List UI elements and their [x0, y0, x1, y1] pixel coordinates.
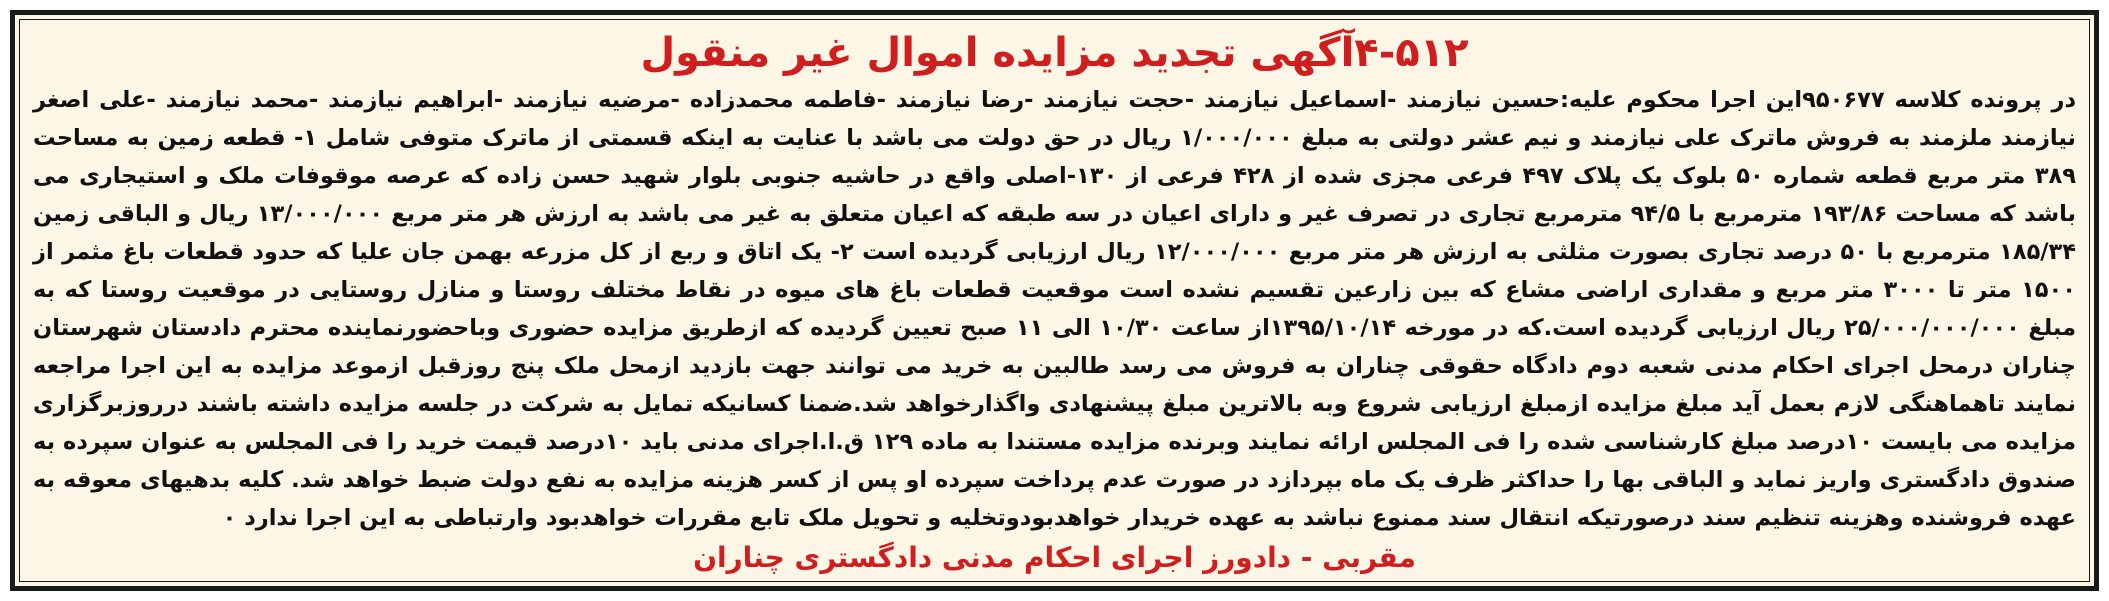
notice-title: ۴-۵۱۲آگهی تجدید مزایده اموال غیر منقول: [640, 30, 1469, 76]
notice-signature: مقربی - دادورز اجرای احکام مدنی دادگستری چناران: [693, 541, 1416, 574]
auction-notice: [10, 10, 2099, 591]
notice-body: در پرونده کلاسه ۹۵۰۶۷۷این اجرا محکوم علیه:حسین نیازمند -اسماعیل نیازمند -حجت نیازمند -رضا نیازمند -فاطمه محمدزاده -مرضیه نیازمند -ابراهیم نیازمند -محمد نیازمند -علی اصغر نیازمند ملزمند به فروش ماترک علی نیازمند و نیم عشر دولتی به مبلغ ۱/۰۰۰/۰۰۰ ریال در حق دولت می باشد با عنایت به اینکه قسمتی از ماترک متوفی شامل ۱- قطعه زمین به مساحت ۳۸۹ متر مربع قطعه شماره ۵۰ بلوک یک پلاک ۴۹۷ فرعی مجزی شده از ۴۲۸ فرعی از ۱۳۰-اصلی واقع در حاشیه جنوبی بلوار شهید حسن زاده که عرصه موقوفات ملک و استیجاری می باشد که مساحت ۱۹۳/۸۶ مترمربع با ۹۴/۵ مترمربع تجاری در تصرف غیر و دارای اعیان در سه طبقه که اعیان متعلق به غیر می باشد به ارزش هر متر مربع ۱۳/۰۰۰/۰۰۰ ریال و الباقی زمین ۱۸۵/۳۴ مترمربع با ۵۰ درصد تجاری بصورت مثلثی به ارزش هر متر مربع ۱۲/۰۰۰/۰۰۰ ریال ارزیابی گردیده است ۲- یک اتاق و ربع از کل مزرعه بهمن جان علیا که حدود قطعات باغ مثمر از ۱۵۰۰ متر تا ۳۰۰۰ متر مربع و مقداری اراضی مشاع که بین زارعین تقسیم نشده است موقعیت قطعات باغ های میوه در نقاط مختلف روستا و منازل روستایی در موقعیت روستا که به مبلغ ۲۵/۰۰۰/۰۰۰/۰۰۰ ریال ارزیابی گردیده است.که در مورخه ۱۳۹۵/۱۰/۱۴از ساعت ۱۰/۳۰ الی ۱۱ صبح تعیین گردیده که ازطریق مزایده حضوری وباحضورنماینده محترم دادستان شهرستان چناران درمحل اجرای احکام مدنی شعبه دوم دادگاه حقوقی چناران به فروش می رسد طالبین به خرید می توانند جهت بازدید ازمحل ملک پنج روزقبل ازموعد مزایده به این اجرا مراجعه نمایند تاهماهنگی لازم بعمل آید مبلغ مزایده ازمبلغ ارزیابی شروع وبه بالاترین مبلغ پیشنهادی واگذارخواهد شد.ضمنا کسانیکه تمایل به شرکت در جلسه مزایده داشته باشند درروزبرگزاری مزایده می بایست ۱۰درصد مبلغ کارشناسی شده را فی المجلس ارائه نمایند وبرنده مزایده مستندا به ماده ۱۲۹ ق.ا.اجرای مدنی باید ۱۰درصد قیمت خرید را فی المجلس به عنوان سپرده به صندوق دادگستری واریز نماید و الباقی بها را حداکثر ظرف یک ماه بپردازد در صورت عدم پرداخت سپرده او پس از کسر هزینه مزایده به نفع دولت ضبط خواهد شد. کلیه بدهیهای معوقه به عهده فروشنده وهزینه تنظیم سند درصورتیکه انتقال سند ممنوع نباشد به عهده خریدار خواهدبودوتخلیه و تحویل ملک تابع مقررات خواهدبود وارتباطی به این اجرا ندارد ۰: [33, 87, 2077, 531]
